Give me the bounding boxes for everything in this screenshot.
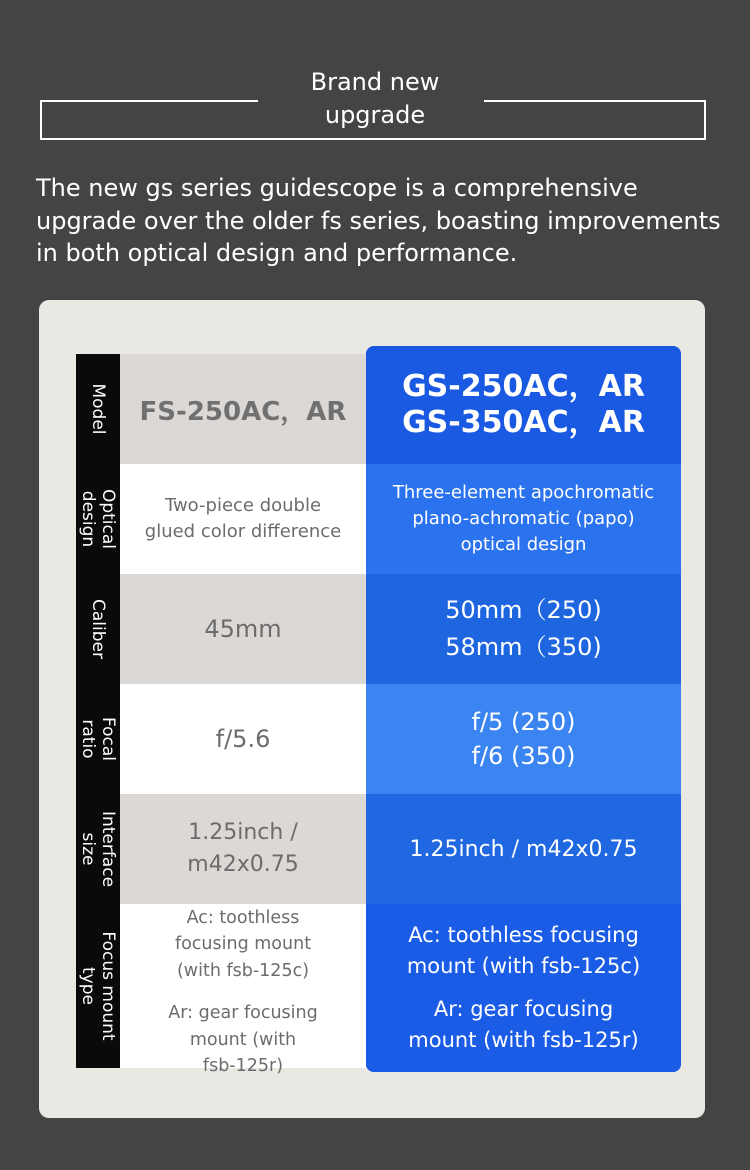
gs-line: f/6 (350) — [471, 742, 576, 770]
page-title — [250, 66, 500, 132]
gs-line: Ar: gear focusing — [433, 997, 614, 1021]
fs-interface-size — [187, 817, 298, 881]
fs-optical-design — [145, 493, 341, 545]
gs-focus-mount-ac — [407, 920, 640, 982]
gs-focus-mount-type-cell — [366, 904, 681, 1072]
label-focus-mount-type — [78, 931, 118, 1040]
fs-focus-mount-ar — [168, 1000, 317, 1080]
page-title-line: Brand new — [310, 68, 440, 96]
fs-optical-design-cell — [120, 464, 366, 574]
label-line: design — [78, 490, 98, 548]
label-model: Model — [88, 383, 108, 435]
gs-line: 58mm（350) — [445, 633, 602, 661]
gs-line: Three-element apochromatic — [392, 482, 655, 503]
label-cell-focal-ratio — [76, 684, 120, 794]
label-line: type — [78, 967, 98, 1005]
gs-caliber-cell — [366, 574, 681, 684]
page-title-line: upgrade — [324, 101, 426, 129]
fs-line: m42x0.75 — [187, 852, 299, 877]
fs-focus-mount-type-cell — [120, 904, 366, 1080]
fs-caliber: 45mm — [204, 615, 282, 643]
gs-line: 1.25inch / m42x0.75 — [409, 836, 638, 862]
fs-line: Two-piece double — [164, 495, 322, 516]
gs-line: Ac: toothless focusing — [408, 923, 639, 947]
fs-focus-mount-ac — [175, 905, 311, 985]
label-cell-optical-design — [76, 464, 120, 574]
fs-line: mount (with — [189, 1029, 297, 1050]
fs-line: fsb-125r) — [202, 1056, 284, 1076]
fs-caliber-cell — [120, 574, 366, 684]
label-cell-model — [76, 354, 120, 464]
gs-optical-design-cell — [366, 464, 681, 574]
gs-focal-ratio-cell — [366, 684, 681, 794]
label-line: Interface — [98, 810, 118, 888]
fs-line: focusing mount — [174, 934, 312, 954]
gs-line: plano-achromatic (papo) — [412, 508, 635, 529]
gs-interface-size-cell — [366, 794, 681, 904]
label-cell-interface-size — [76, 794, 120, 904]
fs-interface-size-cell — [120, 794, 366, 904]
label-cell-focus-mount-type — [76, 904, 120, 1068]
gs-line: optical design — [460, 534, 587, 555]
label-cell-caliber — [76, 574, 120, 684]
gs-focus-mount-ar — [408, 994, 638, 1056]
gs-line: mount (with fsb-125r) — [408, 1028, 639, 1052]
gs-line: mount (with fsb-125c) — [406, 954, 641, 978]
label-caliber: Caliber — [88, 599, 108, 659]
fs-model: FS-250AC，AR — [139, 396, 347, 427]
gs-line: 50mm（250) — [445, 596, 602, 624]
fs-model-cell — [120, 354, 366, 464]
fs-line: 1.25inch / — [188, 820, 298, 845]
gs-model-line: GS-350AC，AR — [402, 405, 645, 440]
label-line: ratio — [78, 719, 98, 759]
label-focal-ratio — [78, 717, 118, 761]
gs-model-cell — [366, 346, 681, 464]
fs-line: Ac: toothless — [186, 907, 300, 928]
label-line: Focal — [98, 716, 118, 762]
label-optical-design — [78, 489, 118, 549]
gs-model-line: GS-250AC，AR — [402, 369, 645, 404]
label-line: size — [78, 832, 98, 866]
fs-line: glued color difference — [144, 521, 342, 542]
fs-line: Ar: gear focusing — [168, 1003, 318, 1023]
gs-line: f/5 (250) — [471, 708, 576, 736]
intro-paragraph: The new gs series guidescope is a comprehensive upgrade over the older fs series, boasting improvements in both optical design and performance. — [36, 174, 721, 267]
label-interface-size — [78, 811, 118, 887]
gs-column — [366, 346, 681, 1072]
fs-focal-ratio-cell — [120, 684, 366, 794]
fs-focal-ratio: f/5.6 — [215, 725, 271, 753]
label-line: Focus mount — [98, 931, 118, 1041]
label-line: Optical — [98, 488, 118, 550]
fs-line: (with fsb-125c) — [176, 960, 310, 981]
